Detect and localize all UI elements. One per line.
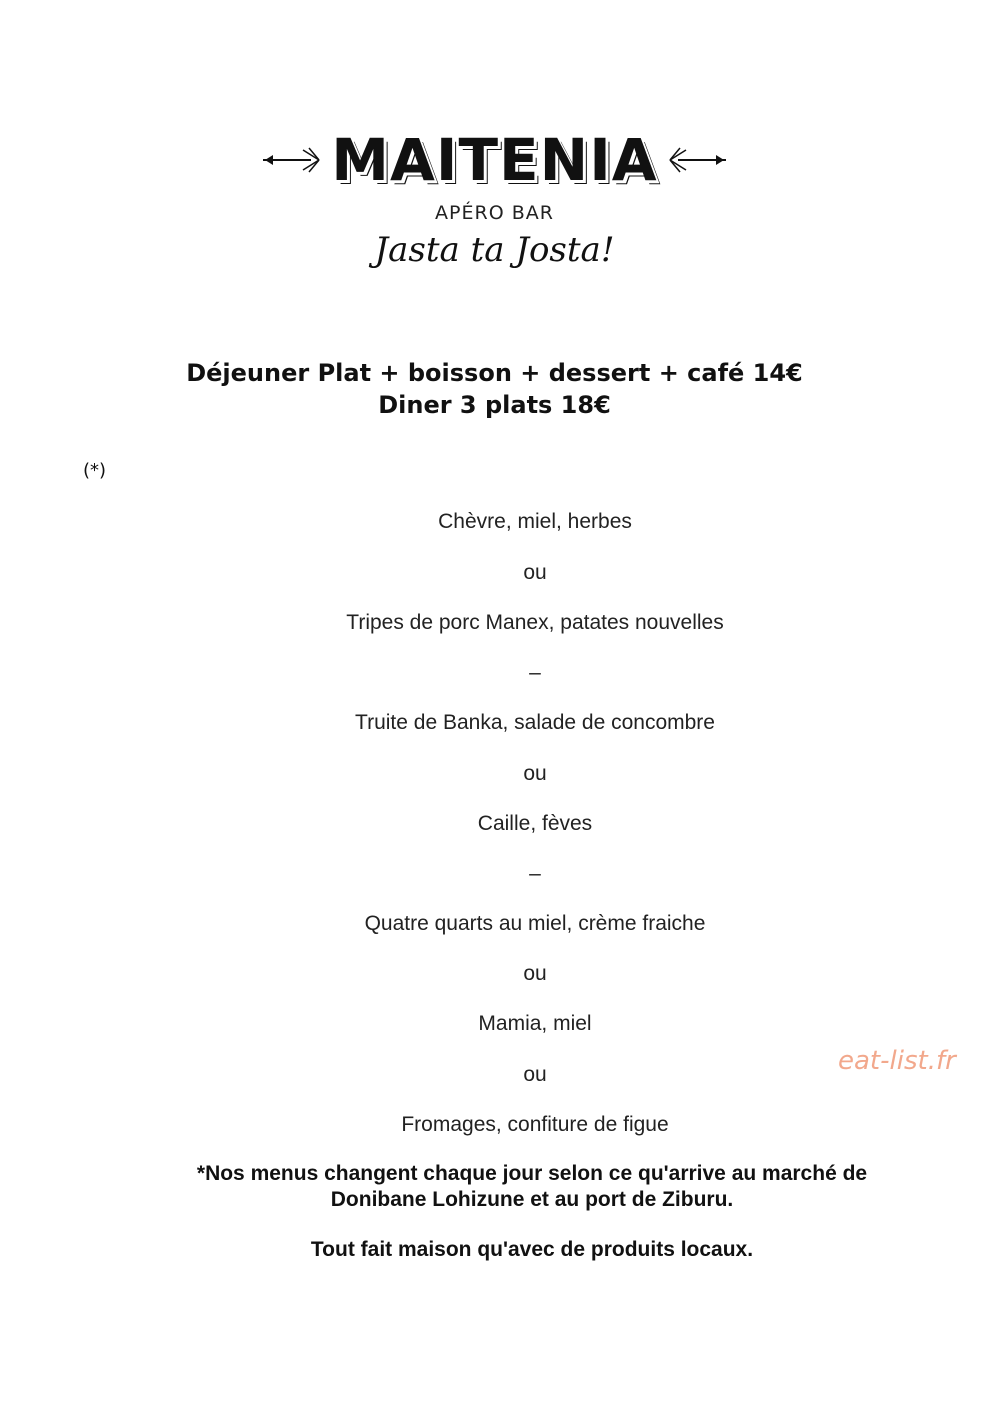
logo-name: MAITENIA [331, 126, 658, 194]
logo-row [0, 120, 989, 200]
ornament-left-icon [263, 145, 323, 175]
menu-separator-ou: ou [523, 962, 547, 985]
menu-separator-dash: – [529, 862, 541, 885]
footnote-homemade: Tout fait maison qu'avec de produits locaux. [310, 1238, 754, 1261]
logo-tagline: Jasta ta Josta! [374, 230, 615, 270]
menu-separator-ou: ou [523, 762, 547, 785]
logo-subtitle: APÉRO BAR [435, 202, 554, 224]
menu-item: Quatre quarts au miel, crème fraiche [364, 912, 706, 935]
logo-header [0, 120, 989, 270]
ornament-right-icon [666, 145, 726, 175]
menu-separator-dash: – [529, 661, 541, 684]
menu-item: Mamia, miel [478, 1012, 592, 1035]
footnote-line: Donibane Lohizune et au port de Ziburu. [330, 1188, 734, 1211]
menu-item: Tripes de porc Manex, patates nouvelles [346, 611, 724, 634]
menu-item: Truite de Banka, salade de concombre [355, 711, 715, 734]
offer-lunch: Déjeuner Plat + boisson + dessert + café 14€ [186, 359, 803, 387]
footnote-line: *Nos menus changent chaque jour selon ce qu'arrive au marché de [196, 1162, 868, 1185]
watermark: eat-list.fr [838, 1046, 956, 1076]
menu-item: Fromages, confiture de figue [401, 1113, 669, 1136]
menu-item: Caille, fèves [477, 812, 593, 835]
menu-separator-ou: ou [523, 1063, 547, 1086]
menu-item: Chèvre, miel, herbes [438, 510, 632, 533]
offer-dinner: Diner 3 plats 18€ [378, 391, 611, 419]
note-mark: (*) [83, 460, 107, 481]
menu-separator-ou: ou [523, 561, 547, 584]
